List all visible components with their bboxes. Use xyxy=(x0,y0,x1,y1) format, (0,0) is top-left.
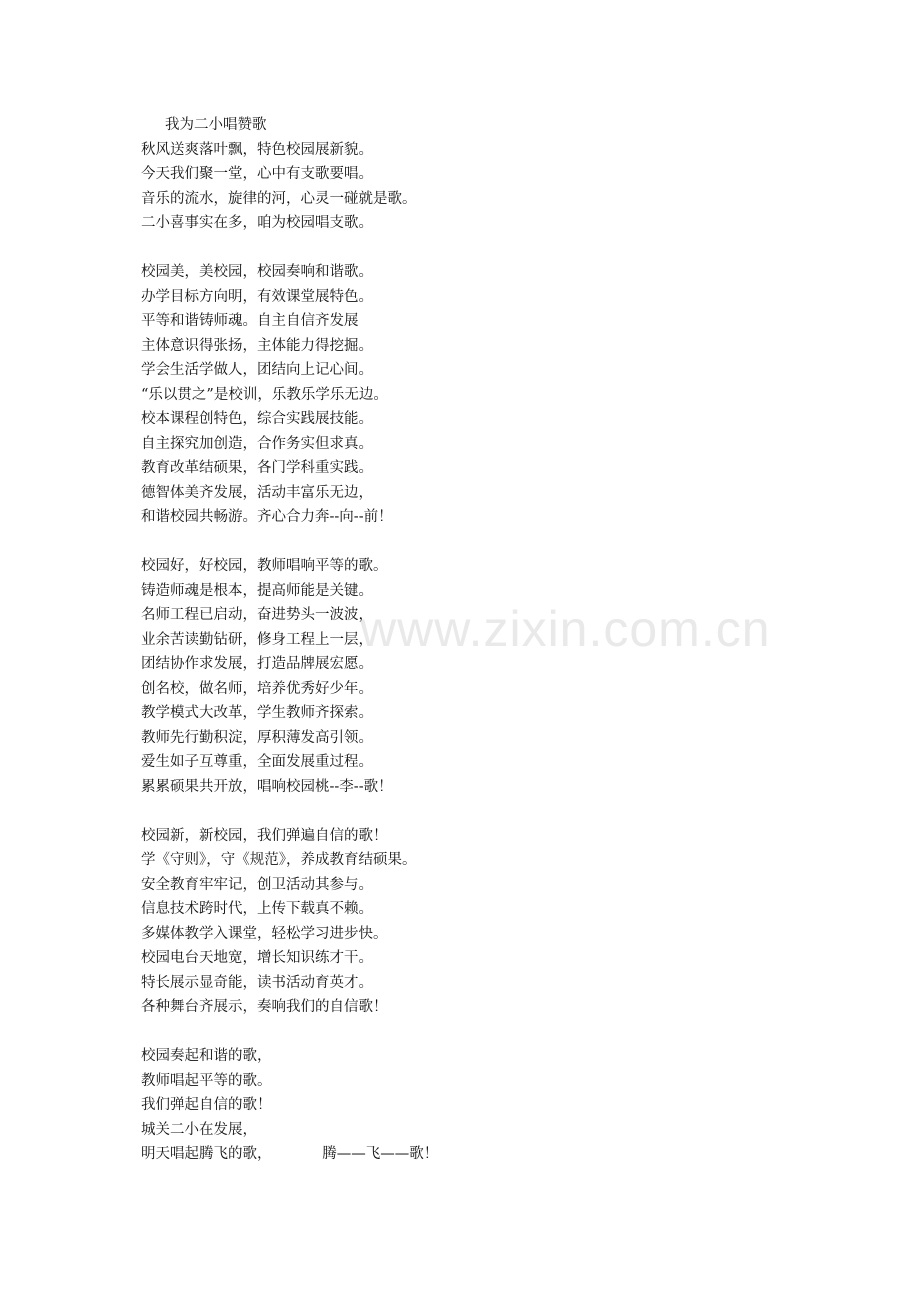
poem-line: 铸造师魂是根本，提高师能是关键。 xyxy=(141,582,373,599)
poem-line: 校园美，美校园，校园奏响和谐歌。 xyxy=(141,264,373,280)
poem-line: 各种舞台齐展示，奏响我们的自信歌！ xyxy=(141,999,388,1015)
poem-line: 二小喜事实在多，咱为校园唱支歌。 xyxy=(141,215,373,231)
poem-line: 主体意识得张扬，主体能力得挖掘。 xyxy=(141,337,373,354)
poem-title: 我为二小唱赞歌 xyxy=(165,117,267,133)
poem-line: 业余苦读勤钻研，修身工程上一层， xyxy=(141,631,373,648)
poem-line: 自主探究加创造，合作务实但求真。 xyxy=(141,435,373,452)
poem xyxy=(141,113,761,1167)
poem-line: 累累硕果共开放，唱响校园桃--李--歌！ xyxy=(141,778,393,795)
poem-line: 教育改革结硕果，各门学科重实践。 xyxy=(141,460,373,476)
poem-line: 校本课程创特色，综合实践展技能。 xyxy=(141,411,373,427)
poem-line: 校园好，好校园，教师唱响平等的歌。 xyxy=(141,558,388,574)
poem-line: 信息技术跨时代，上传下载真不赖。 xyxy=(141,901,373,917)
stanza-4 xyxy=(141,824,761,1020)
stanza-2 xyxy=(141,260,761,530)
poem-line: 城关二小在发展， xyxy=(141,1121,257,1138)
poem-line: 教师唱起平等的歌。 xyxy=(141,1072,272,1089)
poem-line: 校园奏起和谐的歌， xyxy=(141,1048,272,1064)
poem-line: 创名校，做名师，培养优秀好少年。 xyxy=(141,680,373,697)
stanza-5 xyxy=(141,1044,761,1167)
poem-line: 我们弹起自信的歌！ xyxy=(141,1097,272,1113)
poem-line: 学会生活学做人，团结向上记心间。 xyxy=(141,362,373,378)
stanza-3 xyxy=(141,554,761,799)
poem-line: 多媒体教学入课堂，轻松学习进步快。 xyxy=(141,925,388,942)
poem-line: “乐以贯之”是校训，乐教乐学乐无边。 xyxy=(141,386,388,403)
poem-line: 特长展示显奇能，读书活动育英才。 xyxy=(141,974,373,991)
poem-line: 德智体美齐发展，活动丰富乐无边， xyxy=(141,484,373,501)
stanza-1 xyxy=(141,138,761,236)
poem-line: 教师先行勤积淀，厚积薄发高引领。 xyxy=(141,729,373,746)
watermark-text: www.zixin.com.cn xyxy=(360,601,771,657)
poem-line: 安全教育牢牢记，创卫活动其参与。 xyxy=(141,876,373,893)
poem-line: 办学目标方向明，有效课堂展特色。 xyxy=(141,288,373,305)
poem-line: 爱生如子互尊重，全面发展重过程。 xyxy=(141,754,373,770)
poem-line: 平等和谐铸师魂。自主自信齐发展 xyxy=(141,313,359,329)
poem-line: 秋风送爽落叶飘，特色校园展新貌。 xyxy=(141,141,373,158)
poem-line: 名师工程已启动，奋进势头一波波， xyxy=(141,607,373,623)
poem-line: 明天唱起腾飞的歌， 腾——飞——歌！ xyxy=(141,1146,439,1162)
poem-line: 校园电台天地宽，增长知识练才干。 xyxy=(141,950,373,966)
poem-line: 团结协作求发展，打造品牌展宏愿。 xyxy=(141,656,373,672)
poem-line: 学《守则》，守《规范》，养成教育结硕果。 xyxy=(141,852,417,868)
poem-line: 校园新，新校园，我们弹遍自信的歌！ xyxy=(141,827,388,844)
poem-line: 教学模式大改革，学生教师齐探索。 xyxy=(141,705,373,721)
poem-line: 今天我们聚一堂，心中有支歌要唱。 xyxy=(141,166,373,182)
poem-line: 音乐的流水，旋律的河，心灵一碰就是歌。 xyxy=(141,190,417,207)
poem-line: 和谐校园共畅游。齐心合力奔--向--前！ xyxy=(141,509,393,525)
